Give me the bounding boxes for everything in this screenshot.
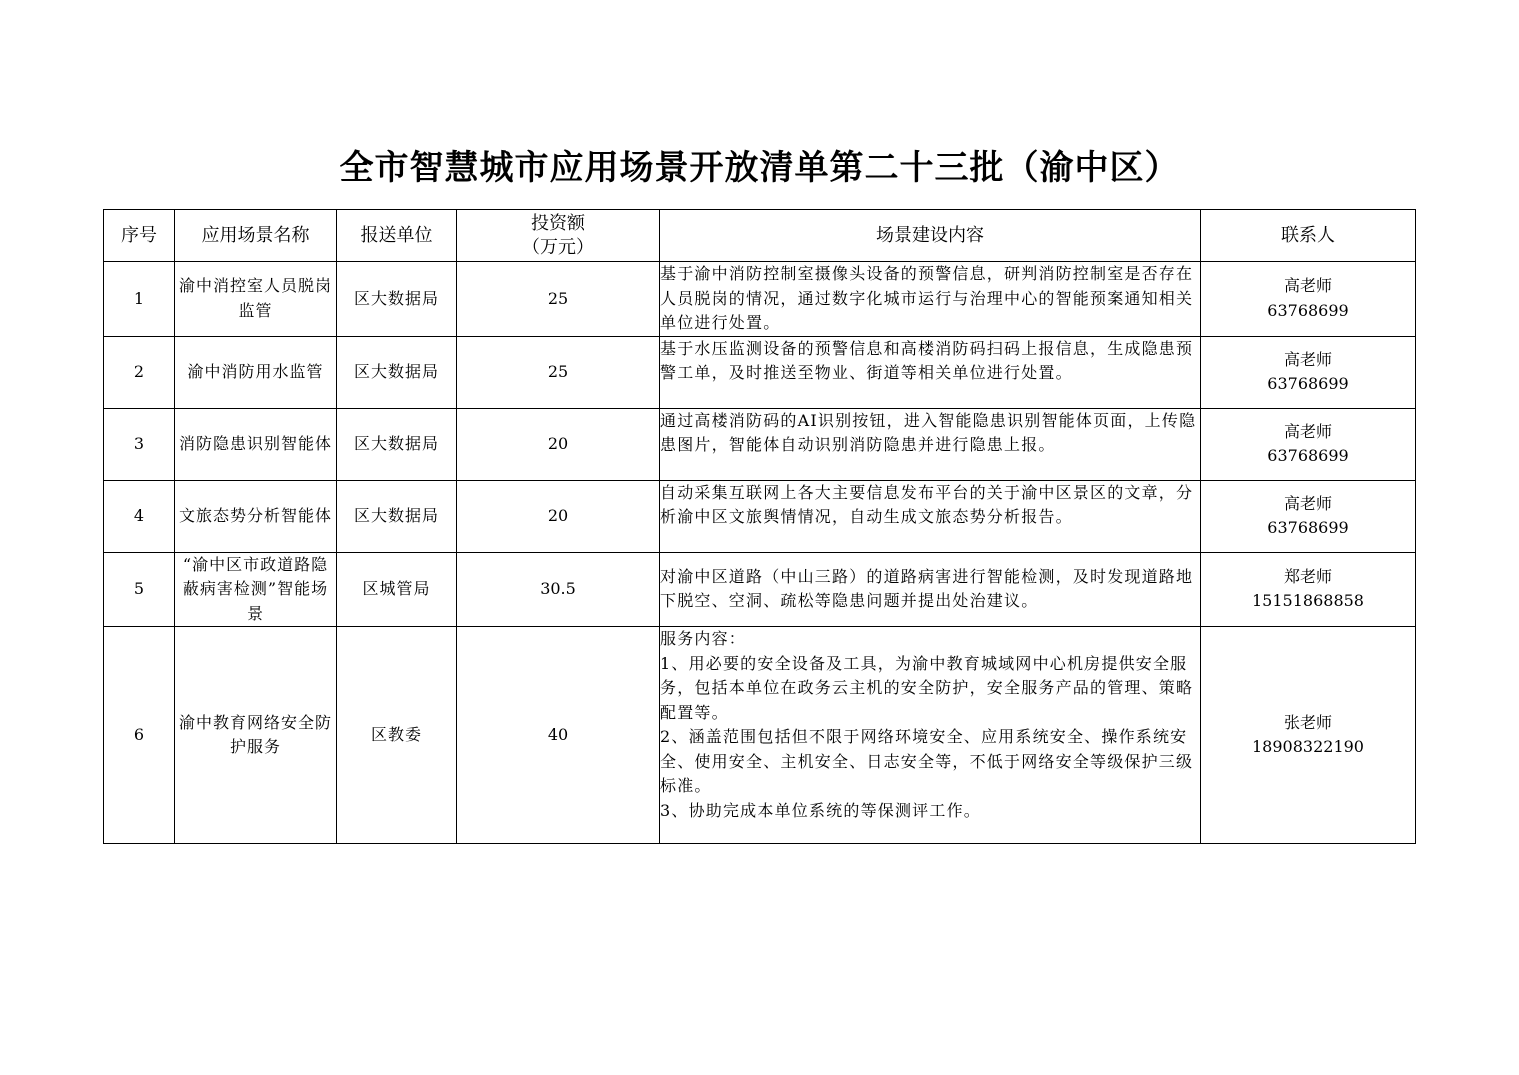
row-contact <box>1201 262 1416 337</box>
row-content: 通过高楼消防码的AI识别按钮，进入智能隐患识别智能体页面，上传隐患图片，智能体自动识别消防隐患并进行隐患上报。 <box>660 408 1201 480</box>
table-row <box>104 627 1416 844</box>
row-content <box>660 627 1201 844</box>
contact-phone: 63768699 <box>1267 300 1349 320</box>
header-investment-line1: 投资额 <box>531 212 585 234</box>
header-investment <box>457 210 660 262</box>
row-amount: 20 <box>457 480 660 552</box>
contact-phone: 18908322190 <box>1252 737 1364 756</box>
row-unit: 区大数据局 <box>337 262 457 337</box>
content-line: 1、用必要的安全设备及工具，为渝中教育城域网中心机房提供安全服务，包括本单位在政务云主机的安全防护，安全服务产品的管理、策略配置等。 <box>660 653 1194 722</box>
contact-name: 张老师 <box>1283 712 1332 732</box>
row-no: 1 <box>104 262 175 337</box>
scenario-table <box>103 209 1416 844</box>
table-row <box>104 408 1416 480</box>
row-no: 2 <box>104 336 175 408</box>
row-content: 基于渝中消防控制室摄像头设备的预警信息，研判消防控制室是否存在人员脱岗的情况，通过数字化城市运行与治理中心的智能预案通知相关单位进行处置。 <box>660 262 1201 337</box>
page-title: 全市智慧城市应用场景开放清单第二十三批（渝中区） <box>339 148 1180 188</box>
header-name: 应用场景名称 <box>175 210 337 262</box>
row-unit: 区城管局 <box>337 552 457 627</box>
header-unit: 报送单位 <box>337 210 457 262</box>
table-row <box>104 552 1416 627</box>
row-name: 消防隐患识别智能体 <box>175 408 337 480</box>
contact-phone: 63768699 <box>1267 518 1349 537</box>
row-contact <box>1201 552 1416 627</box>
content-line: 2、涵盖范围包括但不限于网络环境安全、应用系统安全、操作系统安全、使用安全、主机安全、日志安全等，不低于网络安全等级保护三级标准。 <box>660 727 1194 795</box>
row-no: 5 <box>104 552 175 627</box>
contact-name: 郑老师 <box>1283 566 1332 586</box>
row-contact <box>1201 408 1416 480</box>
content-line: 3、协助完成本单位系统的等保测评工作。 <box>660 800 981 820</box>
row-content: 自动采集互联网上各大主要信息发布平台的关于渝中区景区的文章，分析渝中区文旅舆情情况，自动生成文旅态势分析报告。 <box>660 480 1201 552</box>
row-name: 文旅态势分析智能体 <box>175 480 337 552</box>
row-unit: 区大数据局 <box>337 408 457 480</box>
row-name: “渝中区市政道路隐蔽病害检测”智能场景 <box>175 552 337 627</box>
row-no: 4 <box>104 480 175 552</box>
table-row <box>104 262 1416 337</box>
contact-name: 高老师 <box>1283 349 1332 369</box>
row-name: 渝中教育网络安全防护服务 <box>175 627 337 844</box>
row-contact <box>1201 627 1416 844</box>
content-line: 服务内容： <box>660 629 747 648</box>
row-no: 6 <box>104 627 175 844</box>
row-amount: 30.5 <box>457 552 660 627</box>
header-contact: 联系人 <box>1201 210 1416 262</box>
row-contact <box>1201 480 1416 552</box>
contact-phone: 15151868858 <box>1252 591 1364 611</box>
row-unit: 区教委 <box>337 627 457 844</box>
row-contact <box>1201 336 1416 408</box>
row-amount: 25 <box>457 336 660 408</box>
row-unit: 区大数据局 <box>337 480 457 552</box>
row-name: 渝中消控室人员脱岗监管 <box>175 262 337 337</box>
table-row <box>104 336 1416 408</box>
row-content: 基于水压监测设备的预警信息和高楼消防码扫码上报信息，生成隐患预警工单，及时推送至物业、街道等相关单位进行处置。 <box>660 336 1201 408</box>
header-no: 序号 <box>104 210 175 262</box>
row-no: 3 <box>104 408 175 480</box>
row-unit: 区大数据局 <box>337 336 457 408</box>
row-content: 对渝中区道路（中山三路）的道路病害进行智能检测，及时发现道路地下脱空、空洞、疏松等隐患问题并提出处治建议。 <box>660 552 1201 627</box>
header-investment-line2: （万元） <box>522 236 594 258</box>
row-amount: 25 <box>457 262 660 337</box>
row-name: 渝中消防用水监管 <box>175 336 337 408</box>
table-row <box>104 480 1416 552</box>
contact-phone: 63768699 <box>1267 446 1349 465</box>
row-amount: 20 <box>457 408 660 480</box>
row-amount: 40 <box>457 627 660 844</box>
contact-name: 高老师 <box>1283 421 1332 441</box>
contact-phone: 63768699 <box>1267 374 1349 393</box>
table-header-row <box>104 210 1416 262</box>
header-content: 场景建设内容 <box>660 210 1201 262</box>
contact-name: 高老师 <box>1283 493 1332 513</box>
contact-name: 高老师 <box>1283 276 1332 296</box>
